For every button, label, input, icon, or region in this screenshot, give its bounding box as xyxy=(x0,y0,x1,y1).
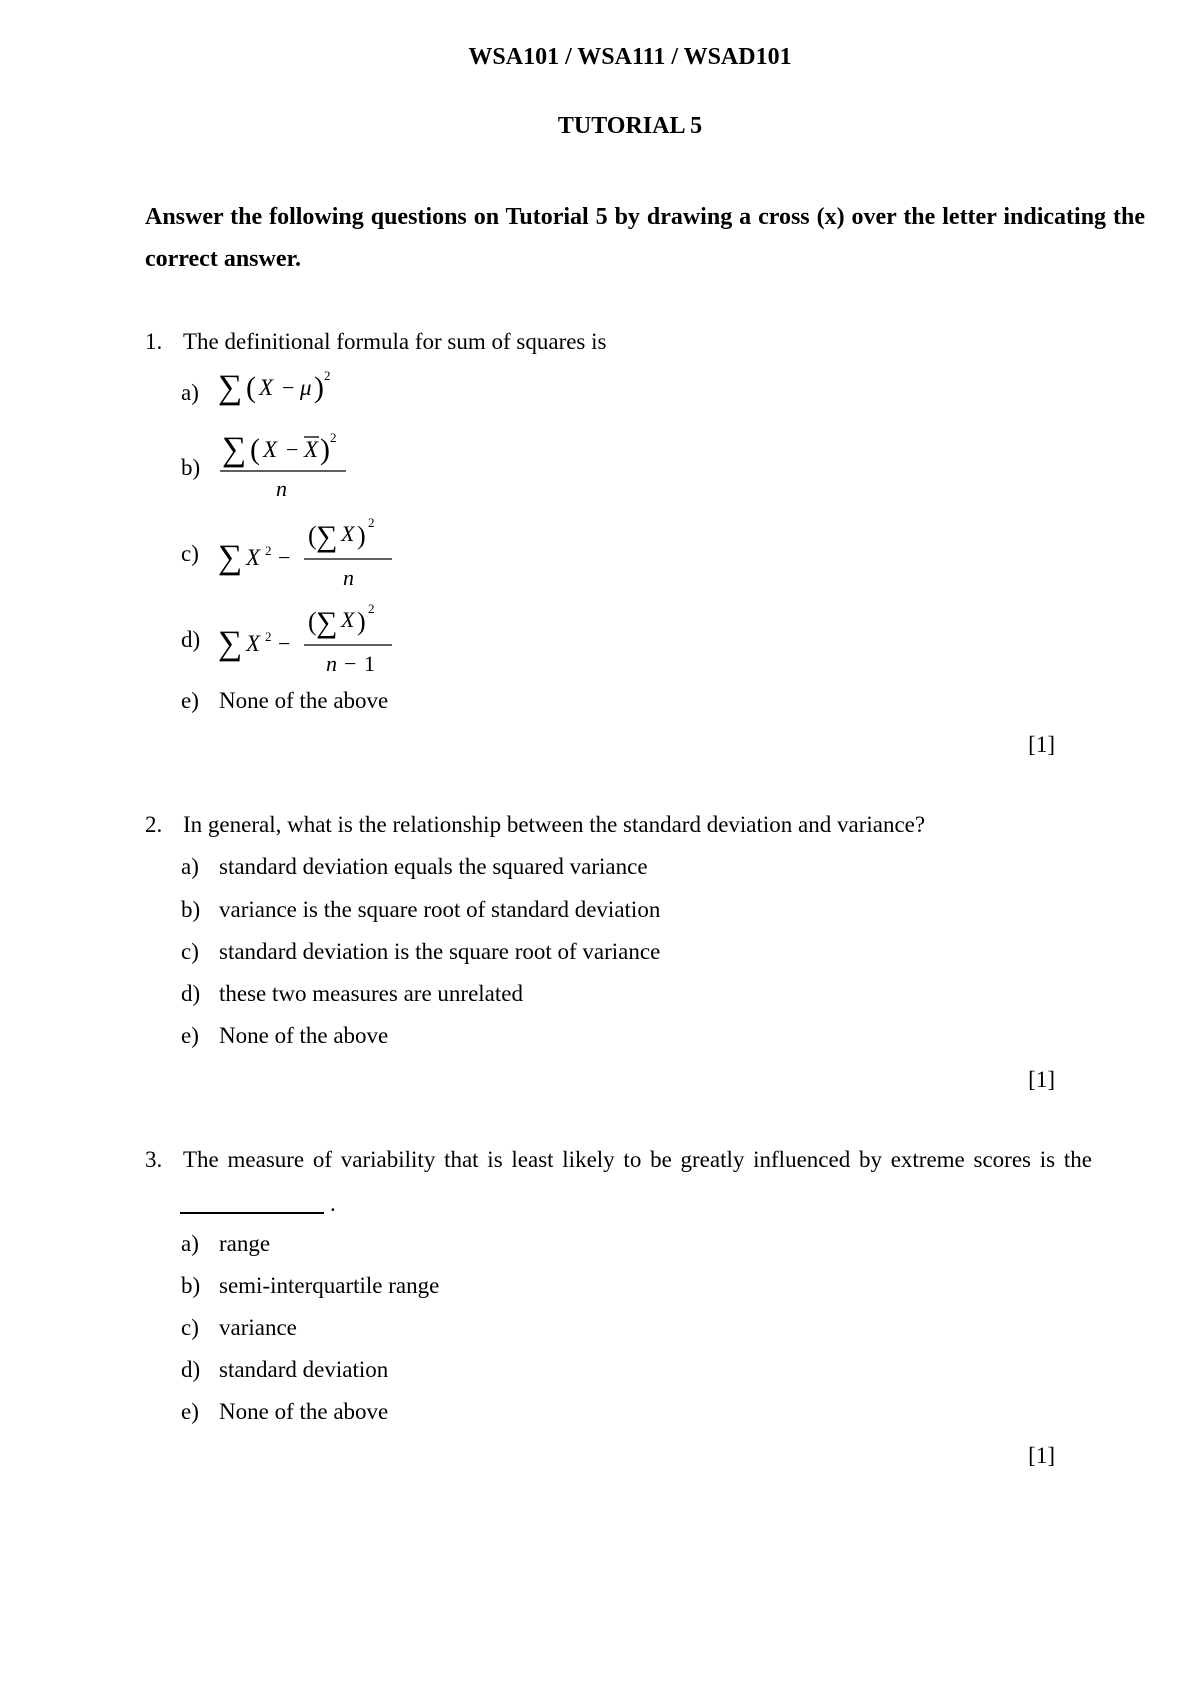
paren: ( xyxy=(308,607,317,636)
paren: ( xyxy=(246,371,256,404)
denominator-n: n xyxy=(276,476,287,501)
minus: − xyxy=(286,437,299,462)
paren: ) xyxy=(357,607,366,636)
var-x: X xyxy=(341,521,355,546)
option-letter[interactable]: a) xyxy=(181,380,199,405)
question-number: 3. xyxy=(145,1147,163,1172)
formula-a xyxy=(216,362,346,412)
sum-symbol: ∑ xyxy=(316,520,338,553)
exponent-2: 2 xyxy=(265,629,272,644)
option-letter[interactable]: c) xyxy=(181,541,199,566)
exponent-2: 2 xyxy=(330,430,337,445)
option-letter[interactable]: e) xyxy=(181,688,199,713)
marks: [1] xyxy=(1028,1067,1055,1092)
question-number: 2. xyxy=(145,812,163,837)
var-x: X xyxy=(259,375,274,400)
minus: − xyxy=(278,545,291,570)
sum-symbol: ∑ xyxy=(218,539,243,576)
option-text: variance xyxy=(219,1315,297,1340)
paren: ( xyxy=(308,521,317,550)
exponent-2: 2 xyxy=(368,515,375,530)
question-number: 1. xyxy=(145,329,163,354)
option-text: semi-interquartile range xyxy=(219,1273,440,1298)
option-text: variance is the square root of standard deviation xyxy=(219,897,661,922)
option-text: range xyxy=(219,1231,271,1256)
option-text: standard deviation equals the squared variance xyxy=(219,854,648,879)
minus: − xyxy=(282,375,295,400)
question-text: The measure of variability that is least likely to be greatly influenced by extreme scores is the xyxy=(183,1147,1092,1172)
option-letter[interactable]: d) xyxy=(181,1357,201,1382)
formula-b xyxy=(216,424,356,504)
var-x: X xyxy=(341,607,355,632)
blank-period: . xyxy=(330,1191,336,1216)
option-letter[interactable]: d) xyxy=(181,981,201,1006)
denominator-n: n xyxy=(326,651,337,676)
question-text: The definitional formula for sum of squares is xyxy=(183,329,607,354)
option-letter[interactable]: e) xyxy=(181,1399,199,1424)
minus: − xyxy=(344,651,357,676)
instructions: Answer the following questions on Tutorial 5 by drawing a cross (x) over the letter indicating the correct answer. xyxy=(145,204,1145,272)
question-text: In general, what is the relationship between the standard deviation and variance? xyxy=(183,812,926,837)
var-x-bar: X xyxy=(304,437,319,462)
option-letter[interactable]: b) xyxy=(181,897,201,922)
option-letter[interactable]: a) xyxy=(181,1231,199,1256)
minus: − xyxy=(278,631,291,656)
option-letter[interactable]: b) xyxy=(181,455,201,480)
sum-symbol: ∑ xyxy=(316,606,338,639)
exponent-2: 2 xyxy=(324,368,331,383)
paren: ( xyxy=(250,433,260,466)
marks: [1] xyxy=(1028,1443,1055,1468)
var-x: X xyxy=(263,437,278,462)
option-letter[interactable]: c) xyxy=(181,939,199,964)
exponent-2: 2 xyxy=(368,601,375,616)
option-letter[interactable]: b) xyxy=(181,1273,201,1298)
denominator-n: n xyxy=(343,565,354,590)
option-letter[interactable]: c) xyxy=(181,1315,199,1340)
option-text: these two measures are unrelated xyxy=(219,981,523,1006)
option-letter[interactable]: d) xyxy=(181,627,201,652)
sum-symbol: ∑ xyxy=(222,431,247,468)
sum-symbol: ∑ xyxy=(218,625,243,662)
answer-blank xyxy=(180,1212,324,1214)
option-text: standard deviation is the square root of variance xyxy=(219,939,661,964)
option-letter[interactable]: e) xyxy=(181,1023,199,1048)
paren: ) xyxy=(320,433,330,466)
var-x: X xyxy=(246,545,261,570)
mu: μ xyxy=(300,375,312,400)
var-x: X xyxy=(246,631,261,656)
tutorial-title: TUTORIAL 5 xyxy=(557,113,703,139)
sum-symbol: ∑ xyxy=(218,369,243,406)
option-text: None of the above xyxy=(219,688,389,713)
course-codes: WSA101 / WSA111 / WSAD101 xyxy=(468,44,792,70)
formula-c xyxy=(216,510,396,590)
one: 1 xyxy=(364,651,375,676)
marks: [1] xyxy=(1028,732,1055,757)
option-text: standard deviation xyxy=(219,1357,389,1382)
option-text: None of the above xyxy=(219,1399,389,1424)
option-letter[interactable]: a) xyxy=(181,854,199,879)
formula-d xyxy=(216,596,396,676)
paren: ) xyxy=(314,371,324,404)
option-text: None of the above xyxy=(219,1023,389,1048)
exponent-2: 2 xyxy=(265,543,272,558)
paren: ) xyxy=(357,521,366,550)
